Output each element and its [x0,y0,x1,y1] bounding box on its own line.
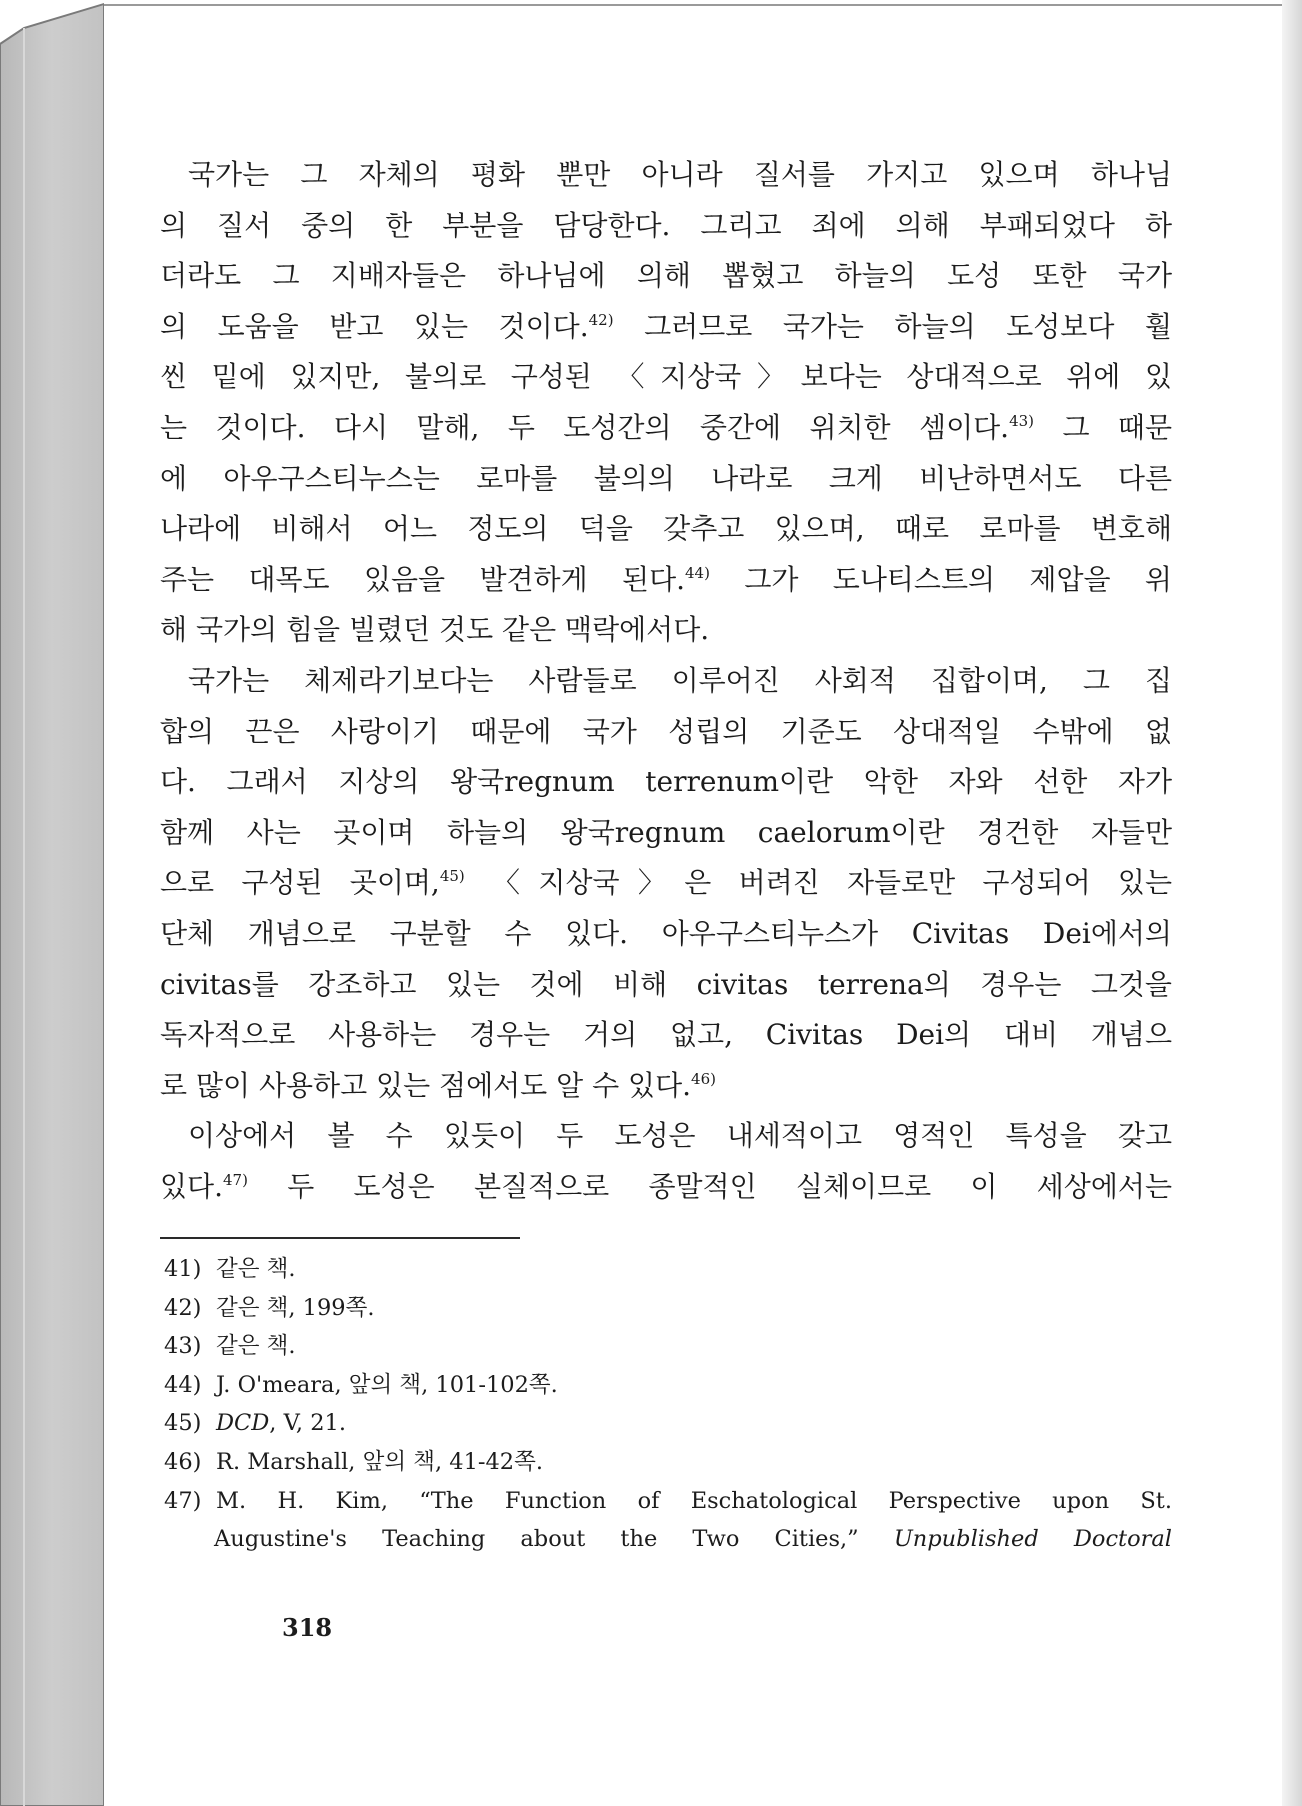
body-line [160,201,1172,252]
footnote-ref: 46) [691,1069,716,1088]
body-line [160,960,1172,1011]
footnote-text: 같은 책. [216,1256,296,1282]
footnote-text: , V, 21. [269,1410,347,1437]
body-line [160,352,1172,403]
footnote-italic-text: Unpublished Doctoral [893,1526,1172,1553]
body-text [160,150,1172,1212]
body-line-text: 에 아우구스티누스는 로마를 불의의 나라로 크게 비난하면서도 다른 [160,461,1172,495]
body-line-text: 더라도 그 지배자들은 하나님에 의해 뽑혔고 하늘의 도성 또한 국가 [160,259,1172,293]
footnote-italic-text: DCD [216,1410,270,1437]
footnote-ref: 44) [685,563,710,582]
footnote [164,1289,1172,1328]
footnote [164,1366,1172,1405]
footnote-text: Augustine's Teaching about the Two Cities,” [214,1526,894,1553]
footnote-ref: 42) [588,310,614,329]
footnote-rule [160,1237,520,1239]
body-line-text: civitas를 강조하고 있는 것에 비해 civitas terrena의 경우는 그것을 [160,967,1172,1001]
body-line-text: 독자적으로 사용하는 경우는 거의 없고, Civitas Dei의 대비 개념으 [160,1018,1172,1052]
footnote-number: 41) [164,1256,202,1282]
body-line [160,555,1172,606]
footnote-number: 42) [164,1294,202,1321]
body-line-text: 으로 구성된 곳이며, [160,866,440,900]
body-line-text: 단체 개념으로 구분할 수 있다. 아우구스티누스가 Civitas Dei에서의 [160,916,1172,950]
body-line [160,1010,1172,1061]
body-line-text: 그가 도나티스트의 제압을 위 [709,562,1172,596]
book-spine [0,0,104,1806]
footnote-text: J. O'meara, 앞의 책, 101-102쪽. [216,1371,558,1398]
body-line [160,707,1172,758]
body-line [160,251,1172,302]
body-line-text: 함께 사는 곳이며 하늘의 왕국regnum caelorum이란 경건한 자들만 [160,815,1172,849]
body-line-text: 의 질서 중의 한 부분을 담당한다. 그리고 죄에 의해 부패되었다 하 [160,208,1172,242]
footnote-ref: 45) [439,867,465,886]
footnote-ref: 47) [223,1170,248,1189]
body-line-text: 〈지상국〉은 버려진 자들로만 구성되어 있는 [464,866,1172,900]
body-line-text: 로 많이 사용하고 있는 점에서도 알 수 있다. [160,1068,692,1102]
footnote [164,1404,1172,1443]
footnote [164,1327,1172,1366]
body-line [160,454,1172,505]
footnote-ref: 43) [1009,411,1035,430]
body-line-text: 국가는 체제라기보다는 사람들로 이루어진 사회적 집합이며, 그 집 [188,663,1172,697]
footnote-continuation [164,1520,1172,1559]
page-edge-shadow [1282,0,1302,1806]
footnote [164,1250,1172,1289]
body-line-text: 해 국가의 힘을 빌렸던 것도 같은 맥락에서다. [160,613,710,647]
body-line-text: 나라에 비해서 어느 정도의 덕을 갖추고 있으며, 때로 로마를 변호해 [160,512,1172,546]
footnote-text: M. H. Kim, “The Function of Eschatological Perspective upon St. [216,1487,1172,1514]
body-line [160,504,1172,555]
footnote-number: 44) [164,1371,202,1398]
footnote-number: 47) [164,1487,202,1514]
footnote-text: 같은 책. [216,1333,296,1360]
body-line-text: 국가는 그 자체의 평화 뿐만 아니라 질서를 가지고 있으며 하나님 [188,158,1172,191]
body-line-text: 이상에서 볼 수 있듯이 두 도성은 내세적이고 영적인 특성을 갖고 [188,1119,1172,1153]
footnote-text: 같은 책, 199쪽. [216,1294,375,1321]
body-line [160,150,1172,201]
body-line-text: 씬 밑에 있지만, 불의로 구성된 〈지상국〉보다는 상대적으로 위에 있 [160,360,1172,394]
body-line [160,605,1172,656]
body-line [160,1111,1172,1162]
body-line-text: 있다. [160,1169,223,1203]
body-line-text: 다. 그래서 지상의 왕국regnum terrenum이란 악한 자와 선한 자가 [160,765,1172,799]
body-line [160,403,1172,454]
footnote-number: 46) [164,1448,202,1475]
footnote [164,1482,1172,1521]
body-line [160,1162,1172,1213]
body-line-text: 합의 끈은 사랑이기 때문에 국가 성립의 기준도 상대적일 수밖에 없 [160,714,1172,748]
body-line-text: 는 것이다. 다시 말해, 두 도성간의 중간에 위치한 셈이다. [160,410,1010,444]
body-line [160,1061,1172,1112]
footnote-text: R. Marshall, 앞의 책, 41-42쪽. [216,1448,544,1475]
page-number: 318 [282,1613,333,1642]
body-line [160,909,1172,960]
footnote-number: 43) [164,1333,202,1360]
body-line [160,808,1172,859]
body-line [160,656,1172,707]
footnote [164,1443,1172,1482]
body-line [160,858,1172,909]
body-line-text: 주는 대목도 있음을 발견하게 된다. [160,562,686,596]
body-line [160,302,1172,353]
body-line-text: 의 도움을 받고 있는 것이다. [160,309,589,343]
body-line-text: 두 도성은 본질적으로 종말적인 실체이므로 이 세상에서는 [247,1169,1172,1203]
body-line [160,757,1172,808]
footnote-number: 45) [164,1410,202,1437]
body-line-text: 그러므로 국가는 하늘의 도성보다 훨 [613,309,1172,343]
body-line-text: 그 때문 [1034,410,1173,444]
footnotes [164,1250,1172,1559]
